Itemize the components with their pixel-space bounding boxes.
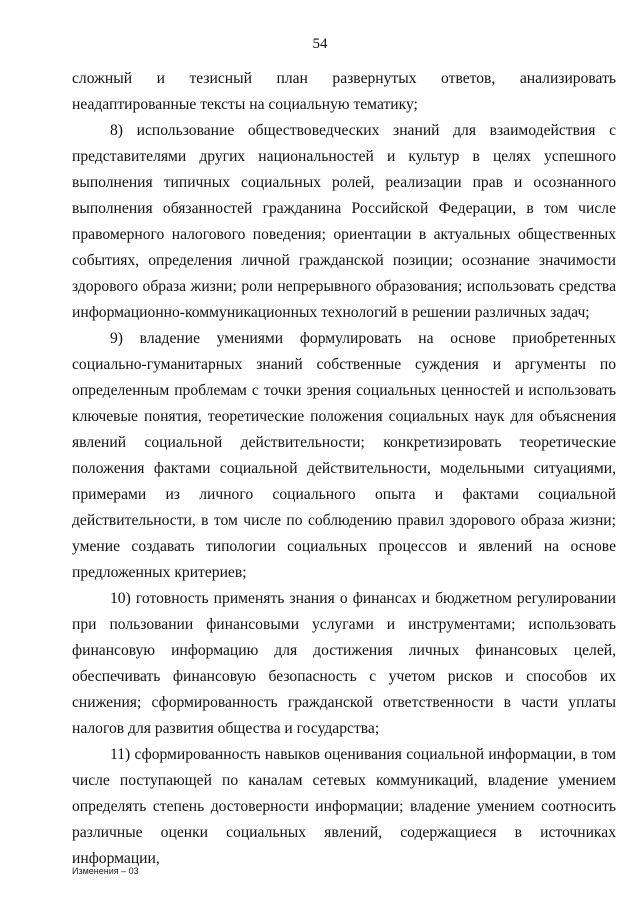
paragraph-item-11: 11) сформированность навыков оценивания социальной информации, в том числе поступающей по каналам сетевых коммуникаций, владение умением определять степень достоверности информации; владение умением соотносить различные оценки социальных явлений, содержащиеся в источниках информации, <box>72 746 616 867</box>
revision-footer: Изменения – 03 <box>72 866 139 876</box>
paragraph-item-9: 9) владение умениями формулировать на основе приобретенных социально-гуманитарных знаний собственные суждения и аргументы по определенным проблемам с точки зрения социальных ценностей и использовать ключевые понятия, теоретические положения социальных наук для объяснения явлений социальной действительности; конкретизировать теоретические положения фактами социальной действительности, модельными ситуациями, примерами из личного социального опыта и фактами социальной действительности, в том числе по соблюдению правил здорового образа жизни; умение создавать типологии социальных процессов и явлений на основе предложенных критериев; <box>72 330 616 581</box>
paragraph-item-8: 8) использование обществоведческих знаний для взаимодействия с представителями других национальностей и культур в целях успешного выполнения типичных социальных ролей, реализации прав и осознанного выполнения обязанностей гражданина Российской Федерации, в том числе правомерного налогового поведения; ориентации в актуальных общественных событиях, определения личной гражданской позиции; осознание значимости здорового образа жизни; роли непрерывного образования; использовать средства информационно-коммуникационных технологий в решении различных задач; <box>72 122 616 321</box>
paragraph-item-10: 10) готовность применять знания о финансах и бюджетном регулировании при пользовании финансовыми услугами и инструментами; использовать финансовую информацию для достижения личных финансовых целей, обеспечивать финансовую безопасность с учетом рисков и способов их снижения; сформированность гражданской ответственности в части уплаты налогов для развития общества и государства; <box>72 590 616 737</box>
document-body <box>72 66 616 872</box>
page-number: 54 <box>312 36 328 52</box>
paragraph-continuation: сложный и тезисный план развернутых ответов, анализировать неадаптированные тексты на социальную тематику; <box>72 70 616 113</box>
